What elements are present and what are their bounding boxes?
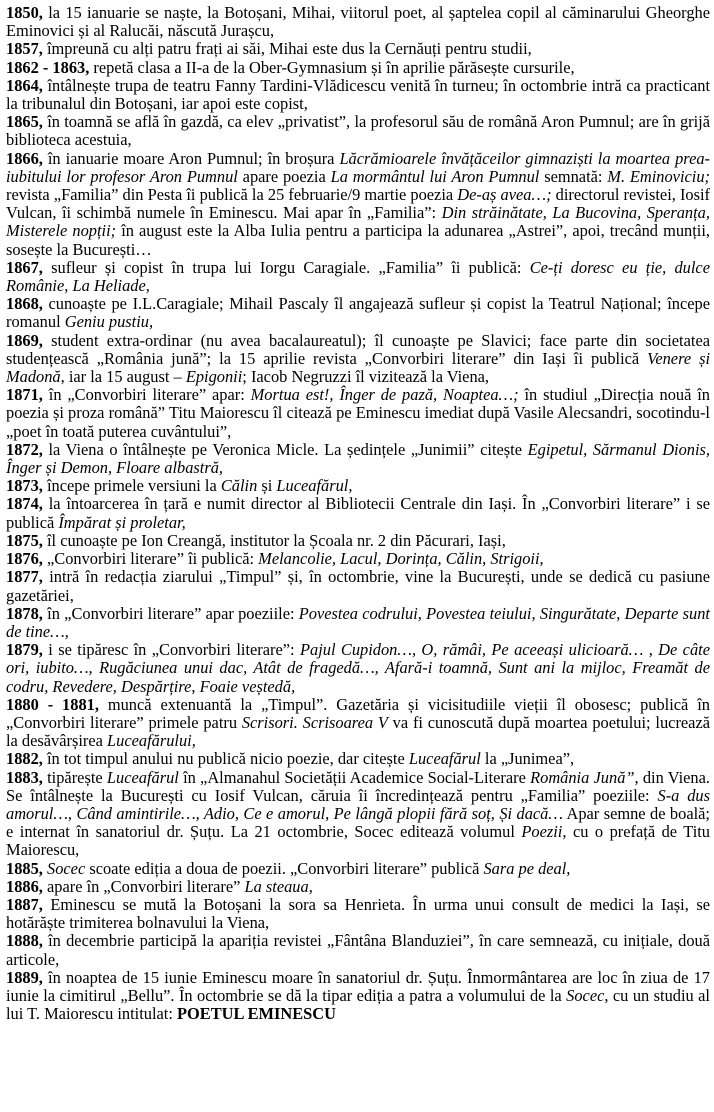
entry-text: directorul revistei, Iosif Vulcan, îi schimbă numele în Eminescu. Mai apar în „Familia”: [6,185,711,223]
entry-text: tipărește [42,767,107,787]
entry-text: și [257,476,277,496]
entry-text: în toamnă se află în gazdă, ca elev „privatist”, la profesorul său de română Aron Pumnul; are în grijă biblioteca acestuia, [6,112,710,150]
entry-italic-text: Poezii [521,822,563,842]
chronology-entry [6,568,710,604]
entry-text: la „Junimea”, [480,749,575,769]
entry-italic-text: Împărat și proletar, [58,512,186,532]
chronology-entry [6,969,710,1024]
entry-italic-text: Luceafărul [408,749,481,769]
entry-text: ; Iacob Negruzzi îl vizitează la Viena, [242,367,490,387]
entry-text: îl cunoaște pe Ion Creangă, institutor la Școala nr. 2 din Păcurari, Iași, [42,530,506,550]
entry-text: în august este la Alba Iulia pentru a participa la adunarea „Astrei”, apoi, trecând munții, sosește la București… [6,221,710,259]
entry-text: Apar semne de boală; e internat în sanatoriul dr. Șuțu. La 21 octombrie, Socec editează volumul [6,803,710,842]
entry-italic-text: Geniu pustiu, [64,312,154,332]
entry-italic-text: Melancolie, Lacul, Dorința, Călin, Strigoii, [258,549,544,569]
entry-text: la 15 ianuarie se naște, la Botoșani, Mihai, viitorul poet, al șaptelea copil al căminarului Gheorghe Eminovici și al Ralucăi, născută Jurașcu, [6,3,710,41]
entry-text: la întoarcerea în țară e numit director al Bibliotecii Centrale din Iași. În „Convorbiri literare” i se publică [6,494,710,532]
entry-text: în tot timpul anului nu publică nicio poezie, dar citește [42,749,409,769]
chronology-entry [6,113,710,149]
entry-italic-text: La steaua, [244,876,313,896]
entry-text: Eminescu se mută la Botoșani la sora sa Henrieta. În urma unui consult de medici la Iași, se hotărăște trimiterea bolnavului la Viena, [6,894,710,933]
chronology-entry [6,750,710,768]
chronology-entry [6,932,710,968]
chronology-entry [6,441,710,477]
entry-italic-text: România Jună” [530,767,635,787]
entry-year: 1850, [6,3,43,22]
entry-italic-text: De-aș avea…; [457,185,552,205]
entry-year: 1876, [6,549,43,569]
entry-text: cunoaște pe I.L.Caragiale; Mihail Pascaly îl angajează sufleur și copist la Teatrul Național; începe romanul [6,294,710,332]
entry-year: 1871, [6,385,43,405]
entry-italic-text: Din străinătate, La Bucovina, Speranța, Misterele nopții; [6,203,710,241]
entry-text: începe primele versiuni la [42,476,221,496]
entry-italic-text: Socec [566,985,605,1005]
entry-italic-text: Scrisori. Scrisoarea V [241,712,388,732]
entry-year: 1889, [6,967,43,987]
chronology-entry [6,77,710,113]
entry-year: 1878, [6,603,43,623]
entry-text: apare poezia [237,166,331,186]
entry-year: 1885, [6,858,43,878]
entry-text: , cu un studiu al lui T. Maiorescu intitulat: [6,985,710,1024]
entry-italic-text: Mortua est!, Înger de pază, Noaptea…; [250,385,519,405]
entry-year: 1872, [6,439,43,459]
entry-year: 1862 - 1863, [6,57,90,77]
entry-text: semnată: [539,166,608,186]
chronology-entry [6,550,710,568]
entry-text: „Convorbiri literare” îi publică: [42,549,259,569]
entry-italic-text: Ce-ți doresc eu ție, dulce Românie, La Heliade, [6,257,710,296]
entry-text: POETUL EMINESCU [177,1004,336,1024]
entry-text: în noaptea de 15 iunie Eminescu moare în sanatoriul dr. Șuțu. Înmormântarea are loc în ziua de 17 iunie la cimitirul „Bellu”. În octombrie se dă la tipar ediția a patra a volumului de la [6,967,710,1005]
chronology-entry [6,605,710,641]
chronology-entry [6,477,710,495]
entry-italic-text: La mormântul lui Aron Pumnul [330,166,540,186]
entry-year: 1880 - 1881, [6,694,99,714]
entry-text: , cu o prefață de Titu Maiorescu, [6,822,710,860]
entry-text: în ianuarie moare Aron Pumnul; în broșura [42,148,340,168]
entry-italic-text: Socec [47,858,86,878]
entry-text: i se tipăresc în „Convorbiri literare”: [42,640,300,660]
entry-year: 1869, [6,330,43,350]
entry-year: 1865, [6,112,43,132]
entry-italic-text: M. Eminoviciu; [607,166,710,186]
entry-text: revista „Familia” din Pesta îi publică la 25 februarie/9 martie poezia [6,185,458,205]
entry-italic-text: Epigonii [185,367,243,387]
entry-year: 1887, [6,894,43,914]
entry-text: , iar la 15 august – [60,367,186,387]
entry-year: 1864, [6,75,43,95]
entry-italic-text: Luceafărul [106,767,179,787]
entry-text: scoate ediția a doua de poezii. „Convorbiri literare” publică [85,858,484,878]
entry-text: împreună cu alți patru frați ai săi, Mihai este dus la Cernăuți pentru studii, [42,39,532,59]
chronology-entry [6,495,710,531]
chronology-entry [6,40,710,58]
chronology-entry [6,896,710,932]
entry-text: întâlnește trupa de teatru Fanny Tardini-Vlădicescu venită în turneu; în octombrie intră ca practicant la tribunalul din Botoșani, iar apoi este copist, [6,75,710,114]
entry-text: , din Viena. Se întâlnește la București cu Iosif Vulcan, căruia îi încredințează pentru „Familia” poeziile: [6,767,710,805]
entry-year: 1874, [6,494,43,514]
chronology-entry [6,641,710,696]
chronology-entry [6,769,710,860]
entry-year: 1886, [6,876,43,896]
entry-year: 1868, [6,294,43,314]
entry-year: 1882, [6,749,43,769]
chronology-entry [6,386,710,441]
chronology-entry [6,295,710,331]
entry-italic-text: Călin [220,476,258,496]
entry-italic-text: S-a dus amorul…, Când amintirile…, Adio, Ce e amorul, Pe lângă plopii fără soț, Și dacă… [6,785,711,823]
entry-year: 1888, [6,931,43,951]
entry-italic-text: Venere și Madonă [6,348,710,387]
entry-year: 1866, [6,148,43,168]
entry-text: student extra-ordinar (nu avea bacalaureatul); îl cunoaște pe Slavici; face parte din societatea studențească „România jună”; la 15 aprilie revista „Convorbiri literare” din Iași îi publică [6,330,710,368]
entry-italic-text: Lăcrămioarele învățăceilor gimnaziști la moartea prea-iubitului lor profesor Aron Pumnul [6,148,711,186]
entry-text: muncă extenuantă la „Timpul”. Gazetăria și vicisitudiile vieții îl obosesc; publică în „Convorbiri literare” primele patru [6,694,710,732]
entry-text: va fi cunoscută după moartea poetului; lucrează la desăvârșirea [6,712,710,751]
entry-year: 1883, [6,767,43,787]
entry-year: 1873, [6,476,43,496]
chronology-entry [6,259,710,295]
chronology-entry [6,878,710,896]
entry-text: apare în „Convorbiri literare” [42,876,245,896]
entry-italic-text: Pajul Cupidon…, O, rămâi, Pe aceeași ulicioară… , De câte ori, iubito…, Rugăciunea unui dac, Atât de fragedă…, Afară-i toamnă, Sunt ani la mijloc, Freamăt de codru, Revedere, Despărțire, Foaie veștedă, [6,640,710,696]
entry-year: 1877, [6,567,43,587]
entry-text: la Viena o întâlnește pe Veronica Micle. La ședințele „Junimii” citește [42,439,528,459]
chronology-entry [6,150,710,259]
entry-year: 1857, [6,39,43,59]
chronology-entry [6,59,710,77]
entry-text: repetă clasa a II-a de la Ober-Gymnasium și în aprilie părăsește cursurile, [89,57,575,77]
entry-year: 1867, [6,257,43,277]
entry-year: 1875, [6,530,43,550]
entry-italic-text: Sara pe deal, [483,858,571,878]
entry-italic-text: Luceafărului, [107,731,196,751]
entry-text: în „Almanahul Societății Academice Social-Literare [178,767,531,787]
entry-text: sufleur și copist în trupa lui Iorgu Caragiale. „Familia” îi publică: [42,257,530,277]
entry-italic-text: Luceafărul, [276,476,353,496]
chronology-entry [6,860,710,878]
entry-text: în „Convorbiri literare” apar: [42,385,251,405]
chronology-entry [6,696,710,751]
entry-text: intră în redacția ziarului „Timpul” și, în octombrie, vine la București, unde se dedică cu pasiune gazetăriei, [6,567,710,605]
entry-italic-text: Egipetul, Sărmanul Dionis, Înger și Demon, Floare albastră, [6,439,711,478]
chronology-entry [6,532,710,550]
chronology-entry [6,4,710,40]
chronology-entry [6,332,710,387]
entry-text: în studiul „Direcția nouă în poezia și proza română” Titu Maiorescu îl citează pe Eminescu imediat după Vasile Alecsandri, socotindu-l „poet în toată puterea cuvântului”, [6,385,710,441]
entry-year: 1879, [6,640,43,660]
entry-italic-text: Povestea codrului, Povestea teiului, Singurătate, Departe sunt de tine…, [6,603,710,641]
entry-text: în „Convorbiri literare” apar poeziile: [42,603,299,623]
entry-text: în decembrie participă la apariția revistei „Fântâna Blanduziei”, în care semnează, cu inițiale, două articole, [6,931,710,969]
